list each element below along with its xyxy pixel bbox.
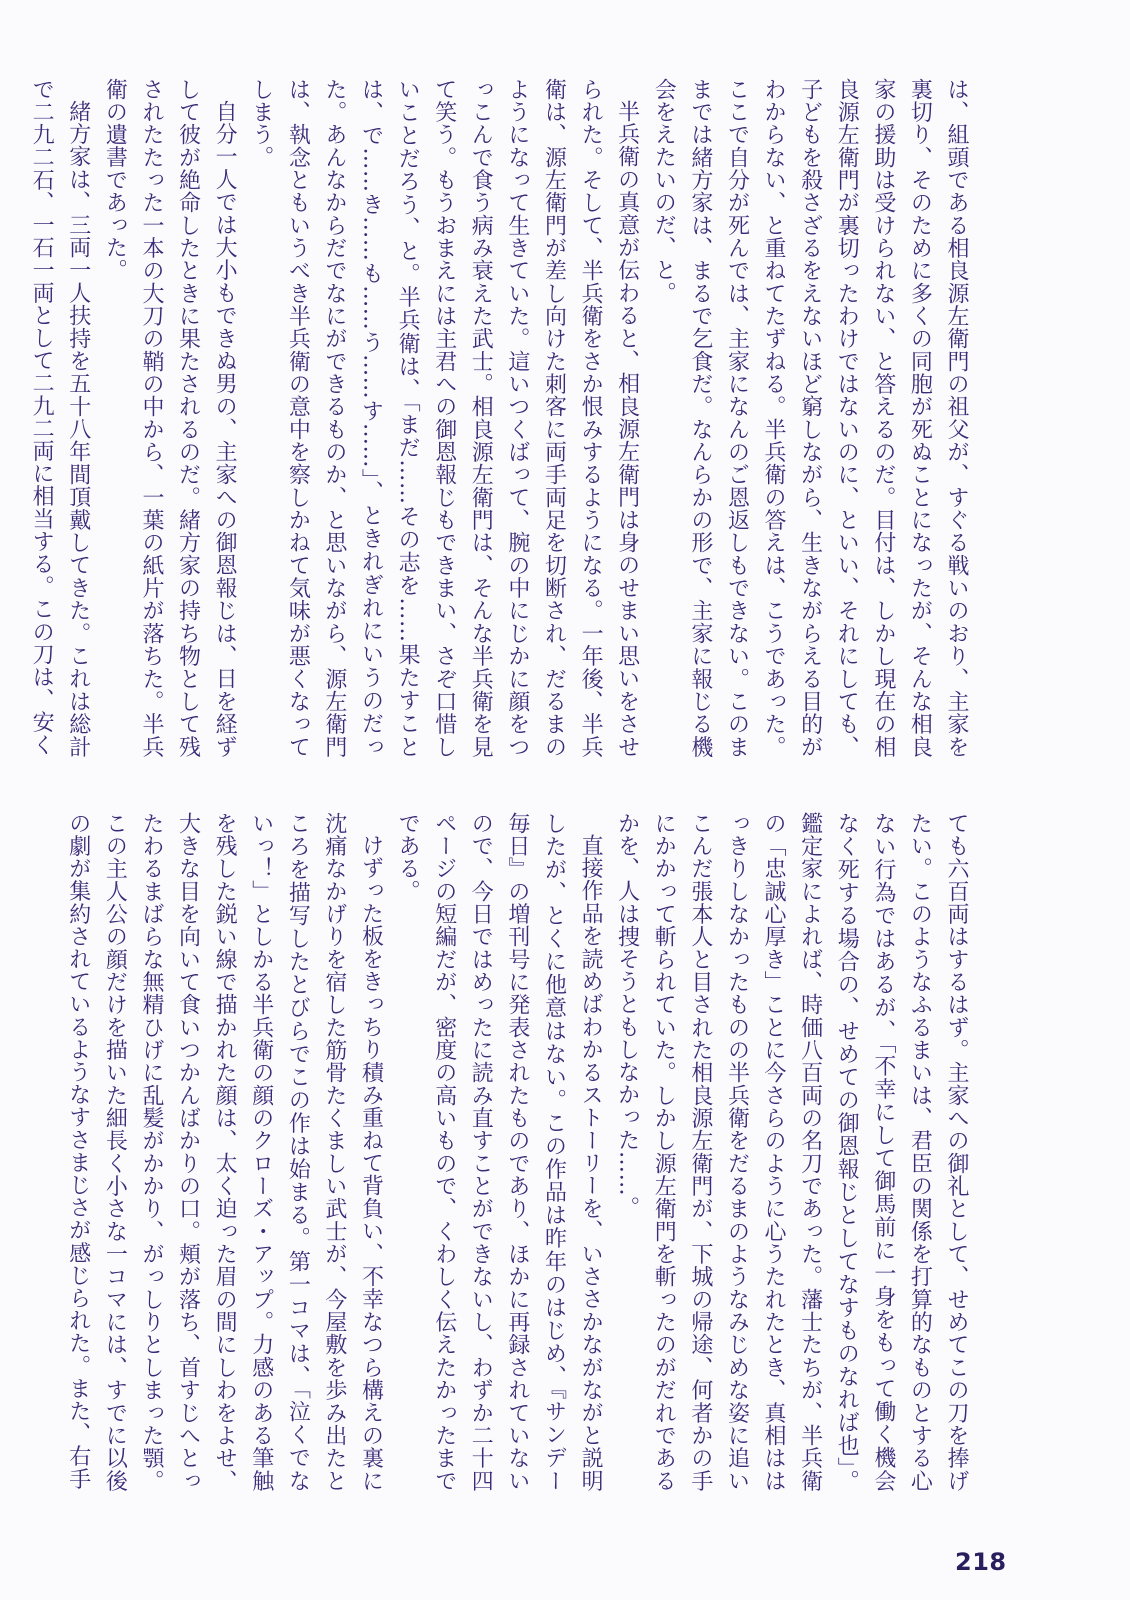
- paragraph: は、組頭である相良源左衛門の祖父が、すぐる戦いのおり、主家を裏切り、そのために多くの同胞が死ぬことになったが、そんな相良家の援助は受けられない、と答えるのだ。目付は、しかし現在の相良源左衛門が裏切ったわけではないのに、といい、それにしても、子どもを殺さざるをえないほど窮しながら、生きながらえる目的がわからない、と重ねてたずねる。半兵衛の答えは、こうであった。ここで自分が死んでは、主家になんのご恩返しもできない。このままでは緒方家は、まるで乞食だ。なんらかの形で、主家に報じる機会をえたいのだ、と。: [651, 78, 969, 758]
- paragraph: 自分一人では大小もできぬ男の、主家への御恩報じは、日を経ずして彼が絶命したときに果たされるのだ。緒方家の持ち物として残されたたった一本の大刀の鞘の中から、一葉の紙片が落ちた。半兵衛の遺書であった。: [102, 78, 238, 758]
- paragraph: 直接作品を読めばわかるストーリーを、いささかながながと説明したが、とくに他意はない。この作品は昨年のはじめ、『サンデー毎日』の増刊号に発表されたものであり、ほかに再録されていないので、今日ではめったに読み直すことができないし、わずか二十四ページの短編だが、密度の高いもので、くわしく伝えたかったまでである。: [395, 812, 604, 1492]
- paragraph: 緒方家は、三両一人扶持を五十八年間頂戴してきた。これは総計で二九二石、一石一両として二九二両に相当する。この刀は、安く: [29, 78, 91, 758]
- article-text-upper-section: [29, 78, 974, 758]
- paragraph: けずった板をきっちり積み重ねて背負い、不幸なつら構えの裏に沈痛なかげりを宿した筋骨たくましい武士が、今屋敷を歩み出たところを描写したとびらでこの作は始まる。第一コマは、「泣くでないっ！」としかる半兵衛の顔のクローズ・アップ。力感のある筆触を残した鋭い線で描かれた顔は、太く迫った眉の間にしわをよせ、大きな目を向いて食いつかんばかりの口。頬が落ち、首すじへとったわるまばらな無精ひげに乱髪がかかり、がっしりとしまった顎。この主人公の顔だけを描いた細長く小さな一コマには、すでに以後の劇が集約されているようなすさまじさが感じられた。また、右手: [65, 812, 384, 1492]
- paragraph: ても六百両はするはず。主家への御礼として、せめてこの刀を捧げたい。このようなふるまいは、君臣の関係を打算的なものとする心ない行為ではあるが、「不幸にして御馬前に一身をもって働く機会なく死する場合の、せめての御恩報じとしてなすものなれば也」。鑑定家によれば、時価八百両の名刀であった。藩士たちが、半兵衛の「忠誠心厚き」ことに今さらのように心うたれたとき、真相ははっきりしなかったものの半兵衛をだるまのようなみじめな姿に追いこんだ張本人と目された相良源左衛門が、下城の帰途、何者かの手にかかって斬られていた。しかし源左衛門を斬ったのがだれであるかを、人は捜そうともしなかった……。: [614, 812, 969, 1492]
- paragraph: 半兵衛の真意が伝わると、相良源左衛門は身のせまい思いをさせられた。そして、半兵衛をさか恨みするようになる。一年後、半兵衛は、源左衛門が差し向けた刺客に両手両足を切断され、だるまのようになって生きていた。這いつくばって、腕の中にじかに顔をつっこんで食う病み衰えた武士。相良源左衛門は、そんな半兵衛を見て笑う。もうおまえには主君への御恩報じもできまい、さぞ口惜しいことだろう、と。半兵衛は、「まだ……その志を……果たすことは、で……き……も……う……す……」、ときれぎれにいうのだった。あんなからだでなにができるものか、と思いながら、源左衛門は、執念ともいうべき半兵衛の意中を察しかねて気味が悪くなってしまう。: [248, 78, 640, 758]
- article-text-lower-section: [65, 812, 974, 1492]
- page-number: 218: [955, 1548, 1007, 1576]
